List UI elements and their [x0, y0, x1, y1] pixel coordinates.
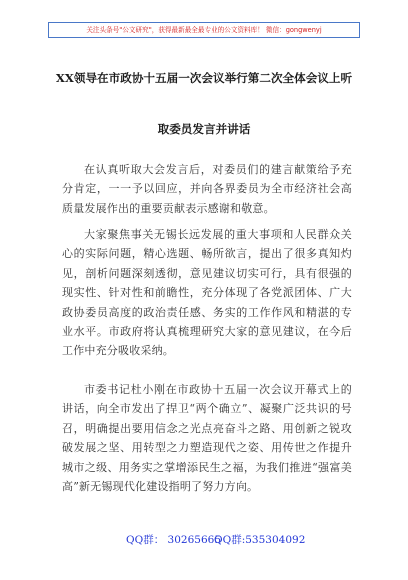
- header-banner: 关注头条号"公文研究"，获得最新最全最专业的公文资料库！ 微信：gongwenyj: [48, 22, 360, 38]
- paragraph-text: 大家聚焦事关无锡长远发展的重大事项和人民群众关心的实际问题，精心选题、畅所欲言，提出了很多真知灼见，剖析问题深刻透彻，意见建议切实可行，具有很强的现实性、针对性和前瞻性，充分体现了各党派团体、广大政协委员高度的政治责任感、务实的工作作风和精湛的专业水平。市政府将认真梳理研究大家的意见建议，在今后工作中充分吸收采纳。: [62, 228, 352, 358]
- paragraph-text: 市委书记杜小刚在市政协十五届一次会议开幕式上的讲话，向全市发出了捍卫“两个确立”、凝聚广泛共识的号召，明确提出要用信念之光点亮奋斗之路、用创新之锐攻破发展之坚、用转型之力塑造现代之姿、用传世之作提升城市之级、用务实之掌增添民生之福，为我们推进“强富美高”新无锡现代化建设指明了努力方向。: [62, 383, 352, 494]
- body-paragraph-2: [62, 225, 352, 361]
- footer-qq-group-2: QQ群:535304092: [214, 534, 306, 546]
- body-paragraph-1: [62, 160, 352, 218]
- document-title-line1: XX领导在市政协十五届一次会议举行第二次全体会议上听: [55, 71, 353, 85]
- footer-qq-group-1: QQ群： 30265665: [126, 534, 221, 546]
- document-title-line2: 取委员发言并讲话: [157, 122, 251, 136]
- paragraph-text: 在认真听取大会发言后，对委员们的建言献策给予充分肯定，一一予以回应，并向各界委员为全市经济社会高质量发展作出的重要贡献表示感谢和敬意。: [62, 163, 352, 215]
- body-paragraph-3: [62, 380, 352, 496]
